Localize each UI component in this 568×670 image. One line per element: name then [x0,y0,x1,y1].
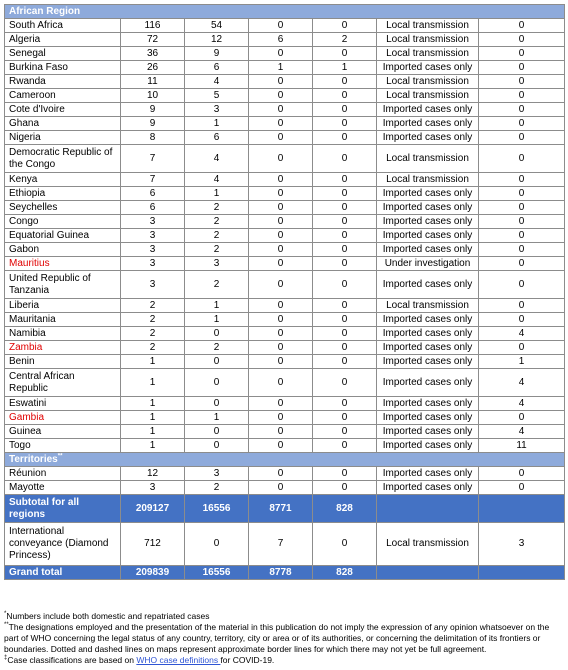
days-since-last-case: 0 [479,201,565,215]
country-name: Democratic Republic of the Congo [5,145,121,173]
days-since-last-case: 1 [479,355,565,369]
transmission-classification: Local transmission [377,33,479,47]
table-row-r-union [5,467,565,481]
country-name: Mauritania [5,313,121,327]
total-deaths: 0 [249,215,313,229]
days-since-last-case: 0 [479,103,565,117]
total-new-deaths: 1 [313,61,377,75]
total-confirmed-cases: 2 [121,299,185,313]
total-new-deaths: 0 [313,173,377,187]
table-row-algeria [5,33,565,47]
total-deaths: 0 [249,341,313,355]
days-since-last-case: 4 [479,425,565,439]
total-deaths: 0 [249,439,313,453]
country-name: Gabon [5,243,121,257]
total-new-cases: 4 [185,75,249,89]
country-name: Rwanda [5,75,121,89]
table-row-togo [5,439,565,453]
total-deaths: 0 [249,481,313,495]
transmission-classification: Local transmission [377,75,479,89]
country-name: South Africa [5,19,121,33]
total-deaths: 8771 [249,495,313,523]
days-since-last-case: 0 [479,341,565,355]
transmission-classification: Local transmission [377,173,479,187]
total-new-deaths: 0 [313,369,377,397]
total-new-cases: 2 [185,229,249,243]
total-confirmed-cases: 1 [121,355,185,369]
table-row-nigeria [5,131,565,145]
table-row-central-african-republic [5,369,565,397]
table-row-ghana [5,117,565,131]
days-since-last-case: 0 [479,467,565,481]
transmission-classification [377,566,479,580]
total-new-cases: 1 [185,117,249,131]
footnote-text: Numbers include both domestic and repatriated cases [6,611,210,621]
total-deaths: 0 [249,103,313,117]
footnotes [4,611,564,666]
total-new-cases: 54 [185,19,249,33]
days-since-last-case: 0 [479,187,565,201]
total-new-deaths: 0 [313,481,377,495]
table-row-zambia [5,341,565,355]
transmission-classification: Imported cases only [377,481,479,495]
total-confirmed-cases: 3 [121,481,185,495]
total-new-deaths: 0 [313,187,377,201]
total-deaths: 0 [249,47,313,61]
total-new-cases: 1 [185,187,249,201]
total-new-cases: 2 [185,271,249,299]
days-since-last-case: 4 [479,369,565,397]
table-row-kenya [5,173,565,187]
table-row-south-africa [5,19,565,33]
total-confirmed-cases: 2 [121,313,185,327]
days-since-last-case: 0 [479,61,565,75]
total-deaths: 0 [249,369,313,397]
transmission-classification: Local transmission [377,47,479,61]
total-confirmed-cases: 3 [121,229,185,243]
table-row-mauritius [5,257,565,271]
table-row-namibia [5,327,565,341]
total-confirmed-cases: 1 [121,397,185,411]
table-row-democratic-republic-of-the-congo [5,145,565,173]
total-confirmed-cases: 8 [121,131,185,145]
total-new-cases: 1 [185,411,249,425]
section-header-african-region [5,5,565,19]
total-new-deaths: 0 [313,467,377,481]
country-name: Namibia [5,327,121,341]
table-row-burkina-faso [5,61,565,75]
total-deaths: 0 [249,327,313,341]
total-deaths: 0 [249,299,313,313]
days-since-last-case: 0 [479,117,565,131]
transmission-classification [377,495,479,523]
country-name: Ethiopia [5,187,121,201]
days-since-last-case: 0 [479,411,565,425]
transmission-classification: Imported cases only [377,313,479,327]
total-new-deaths: 0 [313,89,377,103]
days-since-last-case: 3 [479,523,565,566]
total-confirmed-cases: 10 [121,89,185,103]
transmission-classification: Local transmission [377,19,479,33]
table-row-gabon [5,243,565,257]
country-case-table-container [4,4,564,580]
total-new-cases: 4 [185,145,249,173]
footnote-marker: ** [4,622,9,629]
total-confirmed-cases: 712 [121,523,185,566]
section-title: African Region [5,5,565,19]
total-new-cases: 2 [185,215,249,229]
total-new-cases: 2 [185,201,249,215]
total-new-deaths: 0 [313,201,377,215]
table-row-congo [5,215,565,229]
total-confirmed-cases: 6 [121,201,185,215]
transmission-classification: Imported cases only [377,425,479,439]
transmission-classification: Imported cases only [377,411,479,425]
transmission-classification: Imported cases only [377,103,479,117]
table-row-benin [5,355,565,369]
total-deaths: 0 [249,173,313,187]
total-confirmed-cases: 12 [121,467,185,481]
total-deaths: 0 [249,257,313,271]
total-deaths: 0 [249,355,313,369]
total-new-deaths: 0 [313,47,377,61]
total-new-cases: 3 [185,257,249,271]
country-name: Kenya [5,173,121,187]
footnote-3 [4,655,564,666]
days-since-last-case [479,495,565,523]
table-row-subtotal-for-all-regions [5,495,565,523]
total-new-deaths: 0 [313,215,377,229]
who-case-definitions-link[interactable]: WHO case definitions [136,655,221,665]
total-new-deaths: 0 [313,243,377,257]
transmission-classification: Imported cases only [377,61,479,75]
country-name: Algeria [5,33,121,47]
total-confirmed-cases: 3 [121,243,185,257]
total-confirmed-cases: 2 [121,327,185,341]
total-new-cases: 0 [185,425,249,439]
total-deaths: 0 [249,229,313,243]
country-name: Congo [5,215,121,229]
table-row-liberia [5,299,565,313]
footnote-text: for COVID-19. [220,655,275,665]
total-deaths: 0 [249,411,313,425]
total-new-deaths: 0 [313,257,377,271]
transmission-classification: Local transmission [377,523,479,566]
country-name: Senegal [5,47,121,61]
days-since-last-case: 4 [479,327,565,341]
total-new-cases: 0 [185,355,249,369]
transmission-classification: Local transmission [377,89,479,103]
total-confirmed-cases: 7 [121,173,185,187]
section-title: Territories** [5,453,565,467]
days-since-last-case: 0 [479,173,565,187]
total-new-cases: 2 [185,481,249,495]
footnote-2 [4,622,564,655]
table-row-gambia [5,411,565,425]
table-body [5,5,565,580]
transmission-classification: Imported cases only [377,117,479,131]
total-confirmed-cases: 11 [121,75,185,89]
transmission-classification: Imported cases only [377,131,479,145]
country-name: Subtotal for all regions [5,495,121,523]
table-row-international-conveyance-diamond-princess [5,523,565,566]
total-new-cases: 2 [185,243,249,257]
total-new-deaths: 0 [313,411,377,425]
transmission-classification: Imported cases only [377,187,479,201]
country-name: Equatorial Guinea [5,229,121,243]
total-confirmed-cases: 7 [121,145,185,173]
total-deaths: 0 [249,145,313,173]
total-new-deaths: 0 [313,439,377,453]
total-new-cases: 3 [185,467,249,481]
transmission-classification: Local transmission [377,299,479,313]
total-deaths: 0 [249,117,313,131]
country-name: Mauritius [5,257,121,271]
total-new-cases: 0 [185,523,249,566]
days-since-last-case: 0 [479,89,565,103]
total-deaths: 0 [249,75,313,89]
total-new-cases: 2 [185,341,249,355]
total-new-deaths: 2 [313,33,377,47]
footnote-text: The designations employed and the presentation of the material in this publication do not imply the expression of any opinion whatsoever on the part of WHO concerning the legal status of any country, territory, city or area or of its authorities, or concerning the delimitation of its frontiers or boundaries. Dotted and dashed lines on maps represent approximate border lines for which there may not yet be full agreement. [4,622,550,654]
total-new-cases: 9 [185,47,249,61]
total-new-deaths: 0 [313,425,377,439]
country-name: Cote d'Ivoire [5,103,121,117]
days-since-last-case: 0 [479,243,565,257]
transmission-classification: Imported cases only [377,201,479,215]
total-new-cases: 3 [185,103,249,117]
days-since-last-case: 0 [479,19,565,33]
table-row-guinea [5,425,565,439]
country-name: Burkina Faso [5,61,121,75]
total-new-deaths: 0 [313,145,377,173]
table-row-senegal [5,47,565,61]
country-name: International conveyance (Diamond Princess) [5,523,121,566]
country-name: Ghana [5,117,121,131]
table-row-cote-d-ivoire [5,103,565,117]
total-deaths: 0 [249,271,313,299]
total-deaths: 0 [249,313,313,327]
total-deaths: 0 [249,243,313,257]
total-new-cases: 4 [185,173,249,187]
total-new-cases: 1 [185,299,249,313]
country-name: Grand total [5,566,121,580]
footnote-marker: ‡ [4,655,8,662]
country-name: Benin [5,355,121,369]
country-case-table [4,4,565,580]
transmission-classification: Imported cases only [377,467,479,481]
section-header-territories [5,453,565,467]
total-confirmed-cases: 36 [121,47,185,61]
total-new-cases: 0 [185,439,249,453]
footnote-marker: * [4,611,7,618]
total-new-deaths: 0 [313,299,377,313]
country-name: Cameroon [5,89,121,103]
total-new-deaths: 0 [313,313,377,327]
days-since-last-case: 0 [479,481,565,495]
table-row-grand-total [5,566,565,580]
total-new-deaths: 0 [313,131,377,145]
total-new-deaths: 0 [313,117,377,131]
table-row-united-republic-of-tanzania [5,271,565,299]
total-new-deaths: 0 [313,327,377,341]
total-confirmed-cases: 1 [121,425,185,439]
country-name: Liberia [5,299,121,313]
total-deaths: 6 [249,33,313,47]
days-since-last-case: 0 [479,257,565,271]
transmission-classification: Imported cases only [377,341,479,355]
days-since-last-case: 0 [479,299,565,313]
total-new-deaths: 828 [313,566,377,580]
total-new-deaths: 0 [313,523,377,566]
days-since-last-case: 0 [479,313,565,327]
transmission-classification: Imported cases only [377,229,479,243]
days-since-last-case: 0 [479,215,565,229]
country-name: Seychelles [5,201,121,215]
total-new-cases: 0 [185,397,249,411]
total-new-cases: 0 [185,369,249,397]
table-row-rwanda [5,75,565,89]
country-name: Nigeria [5,131,121,145]
table-row-seychelles [5,201,565,215]
transmission-classification: Imported cases only [377,215,479,229]
total-new-cases: 16556 [185,495,249,523]
total-deaths: 0 [249,131,313,145]
total-confirmed-cases: 209127 [121,495,185,523]
total-confirmed-cases: 1 [121,439,185,453]
country-name: Eswatini [5,397,121,411]
total-confirmed-cases: 3 [121,215,185,229]
transmission-classification: Local transmission [377,145,479,173]
total-deaths: 0 [249,467,313,481]
total-confirmed-cases: 116 [121,19,185,33]
table-row-eswatini [5,397,565,411]
total-deaths: 0 [249,425,313,439]
transmission-classification: Imported cases only [377,369,479,397]
transmission-classification: Imported cases only [377,355,479,369]
table-row-ethiopia [5,187,565,201]
total-new-cases: 12 [185,33,249,47]
country-name: Togo [5,439,121,453]
table-row-equatorial-guinea [5,229,565,243]
total-deaths: 1 [249,61,313,75]
days-since-last-case: 0 [479,145,565,173]
country-name: Guinea [5,425,121,439]
total-confirmed-cases: 3 [121,271,185,299]
total-new-deaths: 0 [313,341,377,355]
total-confirmed-cases: 2 [121,341,185,355]
total-confirmed-cases: 209839 [121,566,185,580]
transmission-classification: Imported cases only [377,271,479,299]
total-confirmed-cases: 26 [121,61,185,75]
total-confirmed-cases: 1 [121,369,185,397]
table-row-mayotte [5,481,565,495]
days-since-last-case: 11 [479,439,565,453]
total-new-deaths: 0 [313,271,377,299]
country-name: Mayotte [5,481,121,495]
total-new-cases: 16556 [185,566,249,580]
table-row-mauritania [5,313,565,327]
footnote-text: Case classifications are based on [7,655,137,665]
total-confirmed-cases: 6 [121,187,185,201]
country-name: Réunion [5,467,121,481]
days-since-last-case: 4 [479,397,565,411]
total-new-cases: 6 [185,61,249,75]
total-new-cases: 5 [185,89,249,103]
total-deaths: 7 [249,523,313,566]
total-confirmed-cases: 9 [121,103,185,117]
days-since-last-case: 0 [479,75,565,89]
total-new-cases: 1 [185,313,249,327]
total-new-deaths: 0 [313,397,377,411]
country-name: Zambia [5,341,121,355]
total-new-deaths: 0 [313,355,377,369]
total-deaths: 0 [249,89,313,103]
days-since-last-case: 0 [479,271,565,299]
total-new-deaths: 0 [313,229,377,243]
transmission-classification: Imported cases only [377,327,479,341]
total-deaths: 0 [249,397,313,411]
country-name: Gambia [5,411,121,425]
total-deaths: 0 [249,19,313,33]
total-new-deaths: 0 [313,75,377,89]
total-new-deaths: 0 [313,19,377,33]
days-since-last-case: 0 [479,229,565,243]
table-row-cameroon [5,89,565,103]
country-name: Central African Republic [5,369,121,397]
total-new-cases: 0 [185,327,249,341]
total-new-deaths: 828 [313,495,377,523]
total-confirmed-cases: 9 [121,117,185,131]
total-confirmed-cases: 1 [121,411,185,425]
footnote-1 [4,611,564,622]
total-new-deaths: 0 [313,103,377,117]
transmission-classification: Imported cases only [377,439,479,453]
days-since-last-case: 0 [479,47,565,61]
total-deaths: 0 [249,187,313,201]
days-since-last-case: 0 [479,33,565,47]
transmission-classification: Imported cases only [377,243,479,257]
country-name: United Republic of Tanzania [5,271,121,299]
total-confirmed-cases: 3 [121,257,185,271]
days-since-last-case: 0 [479,131,565,145]
days-since-last-case [479,566,565,580]
total-new-cases: 6 [185,131,249,145]
total-confirmed-cases: 72 [121,33,185,47]
total-deaths: 8778 [249,566,313,580]
total-deaths: 0 [249,201,313,215]
transmission-classification: Under investigation [377,257,479,271]
transmission-classification: Imported cases only [377,397,479,411]
